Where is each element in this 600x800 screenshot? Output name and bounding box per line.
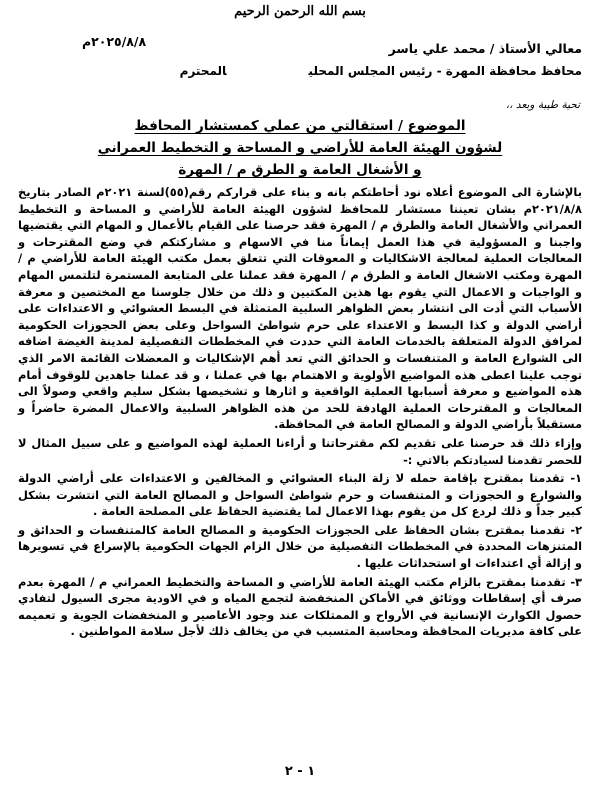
subject-line-1: الموضوع / استقالتي من عملي كمستشار المحافظ bbox=[134, 118, 466, 134]
subject-line-3: و الأشغال العامة و الطرق م / المهرة bbox=[178, 162, 422, 178]
recipient-block bbox=[179, 38, 582, 82]
greeting: تحية طيبة وبعد ،، bbox=[505, 99, 580, 111]
list-item-text: تقدمنا بمقترح بإقامة حمله لا زلة البناء العشوائي و المخالفين و الاعتداءات على أراضي الدولة والشوارع و الحجوزات و المتنفسات و حرم شواطئ السواحل و المصالح العامة التي انتشرت بشكل كبير جداً و ذلك لردع كل من يقوم بهذا الاعمال لما يقتضية الحفاظ على المصلحة العامة . bbox=[18, 471, 582, 519]
body-paragraph-1: بالإشارة الى الموضوع أعلاه نود أحاطتكم بانه و بناء على قراركم رقم(٥٥)لسنة ٢٠٢١م الصادر بتاريخ ٢٠٢١/٨/٨م بشان تعيننا مستشار للمحافظ لشؤون الهيئة العامة للأراضي و المساحة و التخطيط العمراني والأشغال العامة والطرق م / المهرة فقد حرصنا على القيام بالأعمال و المهام التي يقتضيها واجبنا و المسؤولية في هذا العمل إيماناً منا في الاسهام و مشاركتكم في وضع المقترحات و المعالجات العملية لمعالجة الاشكاليات و المعوقات التي تتعلق بعمل مكتب الهيئة العامة للأراضي م / المهرة ومكتب الاشغال العامة و الطرق م / المهرة فقد عملنا على المتابعة المستمرة لتلتمس المهام و الواجبات و الاعمال التي يقوم بها هذين المكتبين و ذلك من خلال جلوسنا مع المختصين و معرفة الأسباب التي أدت الى انتشار بعض الظواهر السلبية المتمثلة في البسط العشوائي و الاعتداءات على أراضي الدولة و كذا البسط و الاعتداء على حرم شواطئ السواحل وعلى بعض الحجوزات الحكومية لمرافق الدولة المتعلقة بالخدمات العامة التي حددت في المخططات التفصيلية لمدينة الغيضة اضافه الى الشوارع العامة و المتنفسات و الحدائق التي تعد أهم الإشكاليات و المعضلات القائمة الامر الذي توجب علينا اعطى هذه المواضيع الأولوية و الاهتمام بها في عملنا ، و قد عملنا جاهدين للوقوف أمام هذه المواضيع و معرفة أسبابها العملية الواقعية و اثارها و تشخيصها بشكل سليم واقعي وصولاً الى المعالجات و المقترحات العملية الهادفة للحد من هذه الظواهر السلبية والاعمال المضرة حاضراً و مستقبلاً بأراضي الدولة و المصالح العامة في المحافظة. bbox=[18, 185, 582, 432]
letter-date: ٢٠٢٥/٨/٨م bbox=[82, 34, 147, 49]
body-paragraph-2: وإزاء ذلك قد حرصنا على تقديم لكم مقترحاتنا و أراءنا العملية لهذه المواضيع و على سبيل المثال لا للحصر تقدمنا لسيادتكم بالاتي :- bbox=[18, 435, 582, 467]
basmala-header: بسم الله الرحمن الرحيم bbox=[234, 4, 366, 19]
recipient-title-line bbox=[179, 60, 582, 82]
list-item bbox=[18, 574, 582, 640]
list-item-number: ٣- bbox=[570, 574, 582, 589]
recipient-name: معالي الأستاذ / محمد علي ياسر bbox=[388, 41, 582, 56]
recipient-title: محافظ محافظة المهرة - رئيس المجلس المحلي bbox=[308, 64, 582, 78]
list-item-text: تقدمنا بمقترح بالزام مكتب الهيئة العامة للأراضي و المساحة والتخطيط العمراني م / المهرة بعدم صرف أي إسقاطات ووثائق في الأماكن المنخفضة لتجمع المياه و في الاودية مجرى السيول لتفادي حصول الكوارث الإنسانية في الأرواح و الممتلكات عند وجود الأعاصير و المنخفضات الجوية و تعميمه على كافة مديريات المحافظة ومحاسبة المتسبب في من يخالف ذلك لأجل سلامة المواطنين . bbox=[18, 574, 582, 639]
subject-block bbox=[40, 115, 560, 181]
proposals-list bbox=[18, 470, 582, 640]
list-item-text: تقدمنا بمقترح بشان الحفاظ على الحجوزات الحكومية و المصالح العامة كالمتنفسات و الحدائق و المتنزهات المحددة في المخططات التفصيلية من خلال الزام الجهات الحكومية بالإسراع في تسويرها و إزالة أي اعتداءات او استحداثات عليها . bbox=[18, 522, 582, 571]
list-item bbox=[18, 522, 582, 572]
recipient-honorific: المحترم bbox=[179, 64, 227, 78]
subject-line-2: لشؤون الهيئة العامة للأراضي و المساحة و التخطيط العمراني bbox=[97, 140, 503, 156]
list-item-number: ٢- bbox=[570, 522, 583, 537]
list-item-number: ١- bbox=[570, 471, 582, 486]
list-item bbox=[18, 470, 582, 520]
letter-body bbox=[18, 184, 582, 642]
page-number: ١ - ٢ bbox=[284, 764, 316, 779]
